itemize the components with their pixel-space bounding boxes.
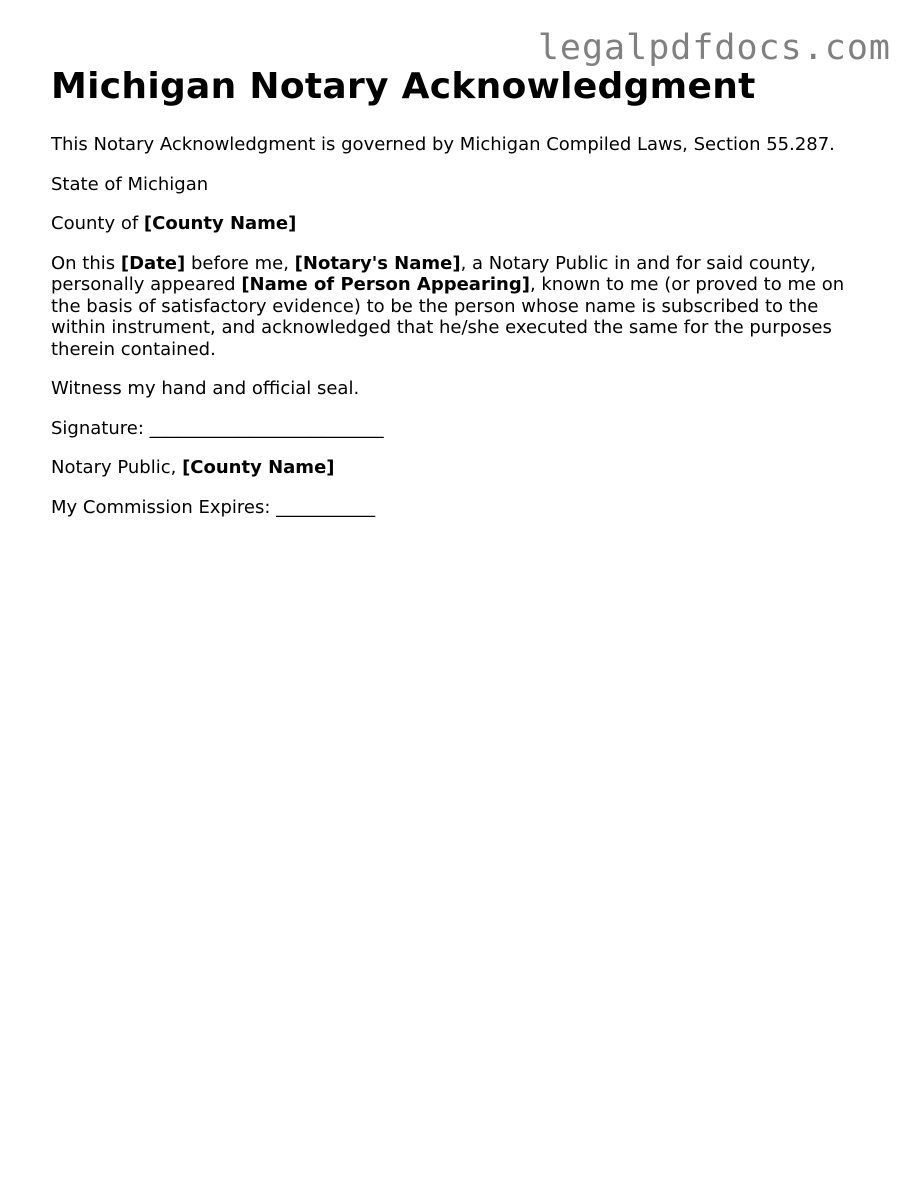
notary-public-line xyxy=(51,457,871,479)
person-name-placeholder: [Name of Person Appearing] xyxy=(241,274,530,295)
state-line: State of Michigan xyxy=(51,173,209,195)
notary-public-prefix: Notary Public, xyxy=(51,457,183,478)
site-watermark: legalpdfdocs.com xyxy=(537,28,891,68)
witness-line: Witness my hand and official seal. xyxy=(51,378,360,399)
ack-text-2: before me, xyxy=(185,252,295,274)
document-body xyxy=(51,64,871,536)
commission-expires-line: My Commission Expires: ___________ xyxy=(51,496,376,518)
acknowledgment-paragraph xyxy=(51,253,871,361)
notary-name-placeholder: [Notary's Name] xyxy=(294,252,461,274)
county-line xyxy=(51,213,871,235)
county-placeholder: [County Name] xyxy=(143,213,297,234)
ack-text-3: , a Notary Public in and for said county, personally appeared xyxy=(51,252,817,295)
county-prefix: County of xyxy=(51,213,144,234)
date-placeholder: [Date] xyxy=(120,252,186,274)
intro-paragraph: This Notary Acknowledgment is governed by Michigan Compiled Laws, Section 55.287. xyxy=(51,134,835,155)
ack-text-4: , known to me (or proved to me on the basis of satisfactory evidence) to be the person whose name is subscribed to the within instrument, and acknowledged that he/she executed the same for the purposes therein contained. xyxy=(51,274,845,360)
document-title: Michigan Notary Acknowledgment xyxy=(51,66,756,107)
notary-county-placeholder: [County Name] xyxy=(182,457,335,478)
ack-text-1: On this xyxy=(51,252,121,274)
signature-line: Signature: __________________________ xyxy=(51,417,384,439)
